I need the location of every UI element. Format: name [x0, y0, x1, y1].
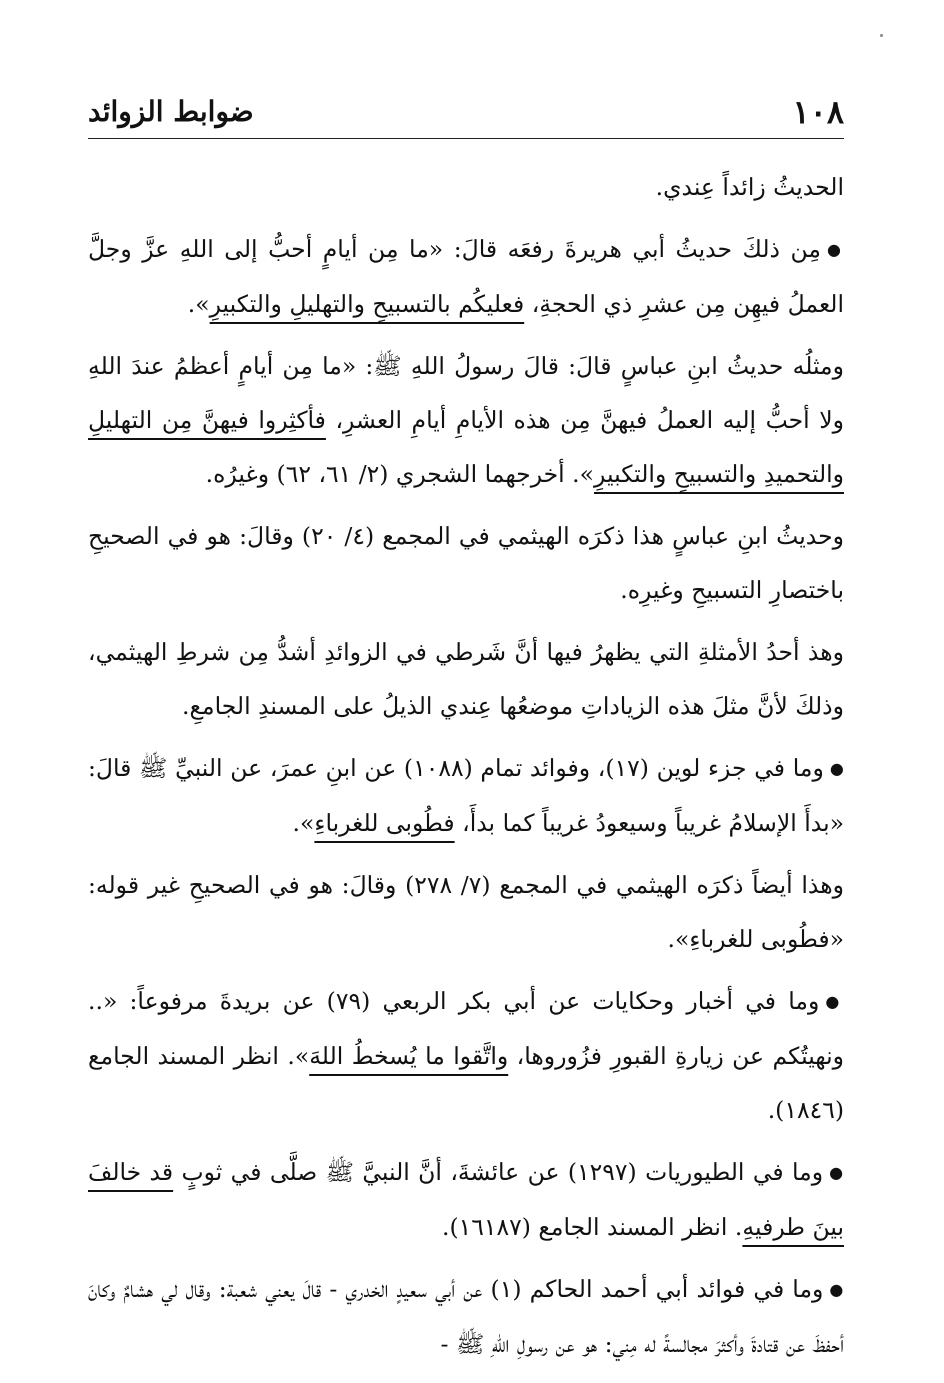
paragraph [88, 160, 844, 214]
paragraph-text: مِن ذلكَ حديثُ أبي هريرةَ رفعَه قالَ: «ما مِن أيامٍ أحبُّ إلى اللهِ عزَّ وجلَّ العملُ فيهِن مِن عشرِ ذي الحجةِ، [88, 235, 844, 318]
running-title: ضوابط الزوائد [88, 95, 254, 128]
page-header [88, 92, 844, 132]
paragraph [88, 741, 844, 850]
paragraph [88, 509, 844, 617]
bullet-icon: ● [825, 992, 845, 1011]
underlined-text: قد خالفَ بينَ طرفيهِ [88, 1158, 844, 1241]
paragraph-text: وما في الطيوريات (١٢٩٧) عن عائشةَ، أنَّ النبيَّ ﷺ صلَّى في ثوبٍ [173, 1158, 824, 1186]
paragraph-text: . انظر المسند الجامع (١٦١٨٧). [442, 1213, 743, 1241]
paragraph [88, 625, 844, 733]
bullet-icon: ● [829, 759, 844, 778]
page-number: ١٠٨ [792, 93, 844, 131]
paragraph-text: ». [187, 290, 210, 318]
paragraph-text: ومثلُه حديثُ ابنِ عباسٍ قالَ: قالَ رسولُ اللهِ ﷺ: «ما مِن أيامٍ أعظمُ عندَ اللهِ ولا أحبُّ إليه العملُ فيهنَّ مِن هذه الأيامِ أيامِ العشرِ، [88, 352, 844, 434]
paragraph-text: وحديثُ ابنِ عباسٍ هذا ذكرَه الهيثمي في المجمع (٤/ ٢٠) وقالَ: هو في الصحيحِ باختصارِ التسبيحِ وغيرِه. [88, 522, 844, 604]
underlined-text: فعليكُم بالتسبيحِ والتهليلِ والتكبيرِ [209, 290, 525, 318]
paragraph [88, 339, 844, 501]
header-rule [88, 138, 844, 139]
paragraph [88, 1262, 844, 1371]
underlined-text: واتَّقوا ما يُسخطُ اللهَ [309, 1042, 509, 1070]
paragraph-text: ». انظر المسند الجامع (١٨٤٦). [88, 1042, 844, 1124]
paragraph-text: وما في فوائد أبي أحمد الحاكم (١) عن أبي سعيدٍ الخدري - قالَ يعني شعبة: وقال لي هشامٌ وكانَ أحفظَ عن قتادةَ وأكثرَ مجالسةً له مِني: هو عن رسولِ اللهِ ﷺ - [88, 1275, 844, 1358]
paragraph-text: ». أخرجهما الشجري (٢/ ٦١، ٦٢) وغيرُه. [205, 460, 595, 488]
paragraph-text: ». [292, 809, 315, 837]
paragraph-text: وهذا أيضاً ذكرَه الهيثمي في المجمع (٧/ ٢٧٨) وقالَ: هو في الصحيحِ غير قوله: «فطُوبى للغرباءِ». [88, 871, 844, 953]
paragraph [88, 974, 844, 1137]
underlined-text: فطُوبى للغرباءِ [314, 809, 455, 837]
bullet-icon: ● [829, 1163, 844, 1182]
bullet-icon: ● [829, 1280, 844, 1299]
underlined-text: فأكثِروا فيهنَّ مِن التهليلِ والتحميدِ والتسبيحِ والتكبيرِ [88, 406, 844, 488]
paragraph [88, 858, 844, 966]
page-body [88, 160, 844, 1371]
paragraph-text: وما في أخبار وحكايات عن أبي بكر الربعي (٧٩) عن بريدةَ مرفوعاً: «.. ونهيتُكم عن زيارةِ القبورِ فزُوروها، [88, 987, 845, 1070]
scan-speck [880, 34, 883, 37]
bullet-icon: ● [826, 240, 844, 259]
paragraph-text: وما في جزء لوين (١٧)، وفوائد تمام (١٠٨٨) عن ابنِ عمرَ، عن النبيِّ ﷺ قالَ: «بدأَ الإسلامُ غريباً وسيعودُ غريباً كما بدأَ، [88, 754, 844, 837]
paragraph-text: الحديثُ زائداً عِندي. [655, 173, 844, 201]
paragraph [88, 222, 844, 331]
paragraph [88, 1145, 844, 1254]
paragraph-text: وهذ أحدُ الأمثلةِ التي يظهرُ فيها أنَّ شَرطي في الزوائدِ أشدُّ مِن شرطِ الهيثمي، وذلكَ لأنَّ مثلَ هذه الزياداتِ موضعُها عِندي الذيلُ على المسندِ الجامعِ. [88, 638, 844, 720]
